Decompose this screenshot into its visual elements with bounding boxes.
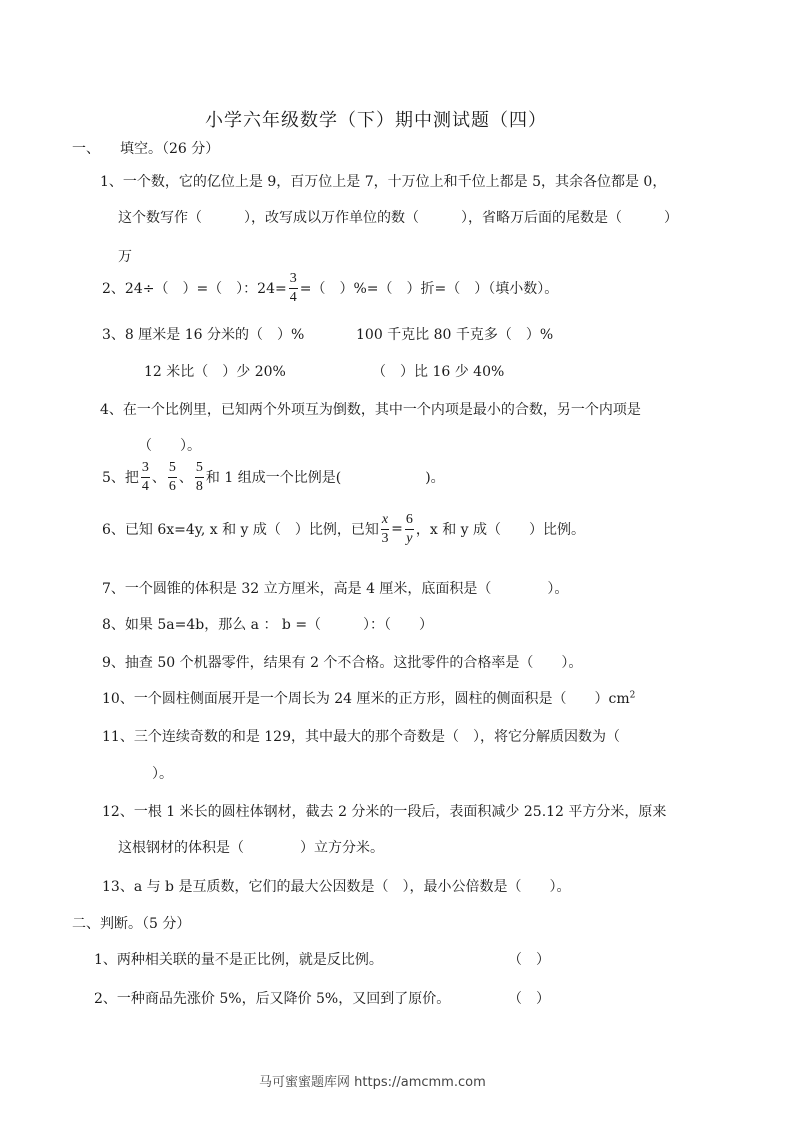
q9: 9、抽查 50 个机器零件，结果有 2 个不合格。这批零件的合格率是（ ）。 (102, 655, 583, 671)
q6-post: ，x 和 y 成（ ）比例。 (415, 522, 586, 538)
q6-fraction-2-denominator: y (406, 530, 413, 546)
q6-pre: 6、已知 6x=4y, x 和 y 成（ ）比例，已知 (102, 522, 379, 538)
q5-fraction-1 (141, 461, 150, 494)
q5-fraction-3-denominator: 8 (195, 478, 203, 494)
q11-line2: ）。 (152, 766, 173, 782)
q5-post: 和 1 组成一个比例是( )。 (205, 470, 445, 486)
section2-title: 二、判断。（5 分） (72, 916, 191, 932)
q2-pre: 2、24÷（ ）=（ ）：24= (102, 281, 287, 297)
q1-line2: 这个数写作（ ），改写成以万作单位的数（ ），省略万后面的尾数是（ ） (118, 210, 678, 226)
q6-fraction-2-numerator: 6 (405, 513, 414, 530)
q10-superscript: 2 (629, 690, 636, 701)
q5-fraction-1-denominator: 4 (141, 478, 149, 494)
q1-line1: 1、一个数，它的亿位上是 9，百万位上是 7，十万位上和千位上都是 5，其余各位都是 0， (100, 174, 667, 190)
q4-line2: （ ）。 (138, 438, 201, 454)
q2-fraction-numerator: 3 (289, 272, 298, 289)
q3-part-b: 100 千克比 80 千克多（ ）% (356, 327, 554, 343)
q3-part-d: （ ）比 16 少 40% (372, 364, 505, 380)
q2-fraction (289, 272, 298, 305)
q5-fraction-2-denominator: 6 (168, 478, 176, 494)
judge2-paren: （ ） (508, 991, 550, 1007)
judge2-text: 2、一种商品先涨价 5%，后又降价 5%，又回到了原价。 (94, 991, 451, 1007)
q3-part-c: 12 米比（ ）少 20% (144, 364, 286, 380)
q2-fraction-denominator: 4 (289, 289, 297, 305)
q10-text: 10、一个圆柱侧面展开是一个周长为 24 厘米的正方形，圆柱的侧面积是（ ）cm (102, 691, 630, 707)
q6-equals: = (391, 521, 403, 537)
q3-part-a: 3、8 厘米是 16 分米的（ ）% (102, 327, 305, 343)
q8: 8、如果 5a=4b，那么 a ： b =（ ）：（ ） (102, 617, 434, 633)
section1-number: 一、 (72, 141, 100, 157)
section1-title: 填空。（26 分） (120, 141, 220, 157)
q5-sep2: 、 (178, 470, 193, 486)
q6-fraction-1 (381, 513, 389, 546)
q7: 7、一个圆锥的体积是 32 立方厘米，高是 4 厘米，底面积是（ ）。 (102, 581, 569, 597)
footer-watermark: 马可蜜蜜题库网 https://amcmm.com (259, 1075, 486, 1090)
q11-line1: 11、三个连续奇数的和是 129，其中最大的那个奇数是（ ），将它分解质因数为（ (102, 729, 620, 745)
q5-fraction-2-numerator: 5 (168, 461, 177, 478)
q2-post: =（ ）%=（ ）折=（ ）（填小数）。 (299, 281, 559, 297)
q1-line3: 万 (118, 249, 132, 265)
q12-line1: 12、一根 1 米长的圆柱体钢材，截去 2 分米的一段后，表面积减少 25.12 平方分米，原来 (102, 804, 667, 820)
q13: 13、a 与 b 是互质数，它们的最大公因数是（ ），最小公倍数是（ ）。 (102, 879, 571, 895)
q5-sep1: 、 (151, 470, 166, 486)
q6-fraction-2 (405, 513, 414, 546)
q6 (102, 511, 585, 547)
judge1-text: 1、两种相关联的量不是正比例，就是反比例。 (94, 952, 383, 968)
q5-fraction-3 (195, 461, 204, 494)
q6-fraction-1-numerator: x (381, 513, 389, 530)
q5-fraction-2 (168, 461, 177, 494)
q12-line2: 这根钢材的体积是（ ）立方分米。 (118, 840, 384, 856)
page-title: 小学六年级数学（下）期中测试题（四） (205, 110, 547, 131)
q2 (102, 270, 558, 306)
q6-fraction-1-denominator: 3 (381, 530, 389, 546)
q4-line1: 4、在一个比例里，已知两个外项互为倒数，其中一个内项是最小的合数，另一个内项是 (100, 402, 641, 418)
q10 (102, 688, 635, 708)
q5 (102, 459, 445, 495)
q5-pre: 5、把 (102, 470, 139, 486)
judge1-paren: （ ） (508, 952, 550, 968)
q5-fraction-1-numerator: 3 (141, 461, 150, 478)
q5-fraction-3-numerator: 5 (195, 461, 204, 478)
